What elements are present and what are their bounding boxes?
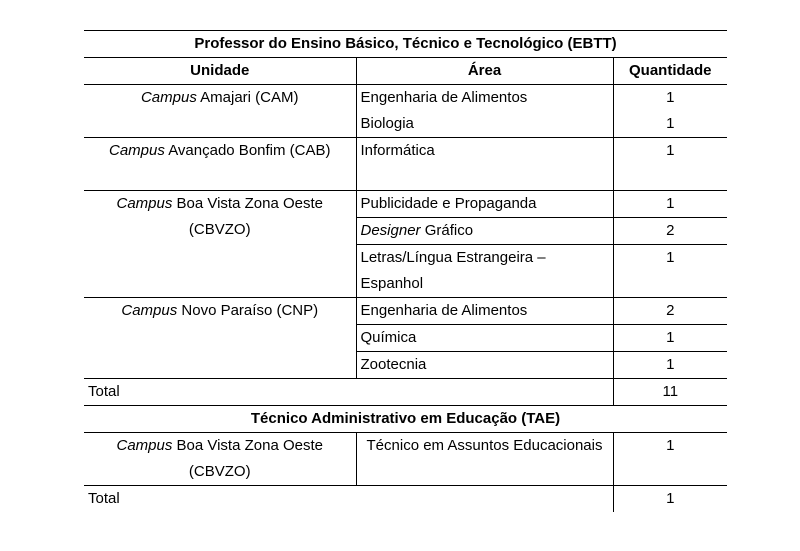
- total-label: Total: [84, 379, 613, 406]
- qty-cell: 1: [613, 191, 727, 218]
- unit-name: Novo Paraíso (CNP): [177, 302, 319, 319]
- campus-word: Campus: [116, 195, 173, 212]
- qty-cell: 1: [613, 111, 727, 138]
- table-row: [84, 191, 727, 218]
- unit-name: Boa Vista Zona Oeste (CBVZO): [172, 437, 323, 480]
- tae-total-row: [84, 486, 727, 513]
- area-cell: Engenharia de Alimentos: [356, 85, 613, 112]
- unit-name: Amajari (CAM): [196, 89, 299, 106]
- unit-name: Avançado Bonfim (CAB): [164, 142, 331, 159]
- area-text: Letras/Língua Estrangeira – Espanhol: [360, 249, 546, 292]
- campus-word: Campus: [109, 142, 165, 159]
- area-cell: Zootecnia: [356, 352, 613, 379]
- area-text: Gráfico: [420, 222, 474, 239]
- area-cell: Engenharia de Alimentos: [356, 298, 613, 325]
- ebtt-title: Professor do Ensino Básico, Técnico e Tecnológico (EBTT): [84, 31, 727, 58]
- qty-cell: 1: [613, 352, 727, 379]
- table-row: [84, 433, 727, 486]
- qty-cell: 1: [613, 138, 727, 191]
- qty-cell: 1: [666, 89, 675, 106]
- area-cell: Informática: [356, 138, 613, 191]
- table-row: [84, 298, 727, 325]
- qty-cell: 1: [613, 433, 727, 486]
- header-area: Área: [356, 58, 613, 85]
- area-italic: Designer: [360, 222, 421, 239]
- unit-cell-cnp: [84, 298, 356, 379]
- area-cell: Biologia: [356, 111, 613, 138]
- tae-section-header: [84, 406, 727, 433]
- table-row: [84, 138, 727, 191]
- qty-cell: 1: [613, 245, 727, 298]
- total-value: 11: [613, 379, 727, 406]
- total-label: Total: [84, 486, 613, 513]
- unit-cell-tae: [84, 433, 356, 486]
- qty-cell: 2: [613, 218, 727, 245]
- qty-cell: 2: [613, 298, 727, 325]
- total-value: 1: [666, 490, 675, 507]
- unit-cell-cbvzo: [84, 191, 356, 298]
- unit-name: Boa Vista Zona Oeste (CBVZO): [172, 195, 323, 238]
- area-cell: [356, 245, 613, 298]
- ebtt-total-row: [84, 379, 727, 406]
- area-cell: Química: [356, 325, 613, 352]
- campus-word: Campus: [140, 89, 197, 106]
- unit-cell-cam: [84, 85, 356, 138]
- area-cell: Técnico em Assuntos Educacionais: [356, 433, 613, 486]
- ebtt-section-header: [84, 31, 727, 58]
- header-unidade: Unidade: [84, 58, 356, 85]
- area-cell: [356, 218, 613, 245]
- table-row: [84, 85, 727, 112]
- qty-cell: 1: [613, 325, 727, 352]
- unit-cell-cab: [84, 138, 356, 191]
- vacancies-table: [84, 30, 727, 512]
- area-cell: Publicidade e Propaganda: [356, 191, 613, 218]
- campus-word: Campus: [121, 302, 178, 319]
- header-quantidade: Quantidade: [613, 58, 727, 85]
- tae-title: Técnico Administrativo em Educação (TAE): [84, 406, 727, 433]
- campus-word: Campus: [116, 437, 173, 454]
- column-headers: [84, 58, 727, 85]
